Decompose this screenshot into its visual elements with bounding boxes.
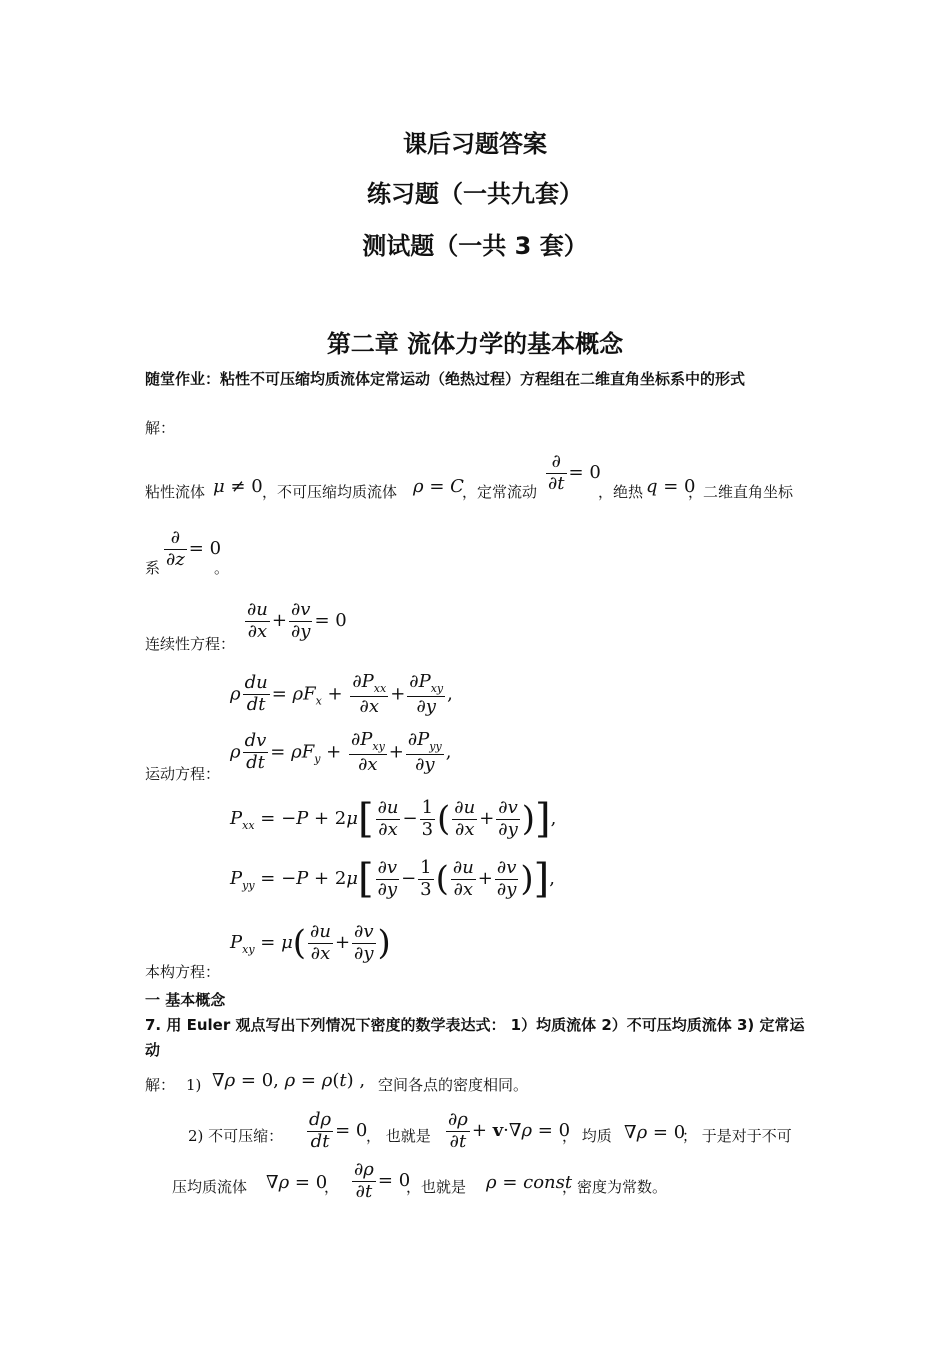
item1-text: 空间各点的密度相同。 bbox=[378, 1076, 529, 1094]
eq-drho-partial: $\frac{\partial\rho}{\partial t}$ = 0 bbox=[354, 1159, 411, 1202]
eq-rho-const-2: ρ = const bbox=[486, 1172, 573, 1193]
item2-mid2: ， 均质 bbox=[562, 1127, 612, 1145]
eq-rho-const: ρ = C bbox=[413, 476, 464, 497]
eq-pxy: $P_{xy} = \mu$( $\frac{\partial u}{\partial x}$ + $\frac{\partial v}{\partial y}$ ) bbox=[230, 921, 391, 964]
constitutive-label: 本构方程： bbox=[145, 963, 221, 981]
section-heading: 一 基本概念 bbox=[145, 991, 226, 1009]
eq-pyy: $P_{yy} = -P + 2\mu$[ $\frac{\partial v}{\partial y}$ − $\frac{1}{3}$ ( $\frac{\partial u}{\partial x}$ + $\frac{\partial v}{\partial y}$ )], bbox=[230, 856, 555, 903]
question-7: 7. 用 Euler 观点写出下列情况下密度的数学表达式： 1）均质流体 2）不可压均质流体 3) 定常运动 bbox=[145, 1016, 805, 1059]
item3-mid1: ， bbox=[324, 1178, 340, 1196]
item3-mid2: ，也就是 bbox=[406, 1178, 467, 1196]
chapter-title: 第二章 流体力学的基本概念 bbox=[326, 330, 624, 358]
doc-title: 课后习题答案 bbox=[403, 130, 547, 158]
item2-prefix: 2) 不可压缩： bbox=[188, 1127, 284, 1145]
answer-label: 解： bbox=[145, 419, 176, 437]
item2-mid1: ， 也就是 bbox=[366, 1127, 431, 1145]
eq-continuity: $\frac{\partial u}{\partial x}$ + $\frac{\partial v}{\partial y}$ = 0 bbox=[247, 599, 347, 642]
cond-end: 。 bbox=[214, 559, 230, 577]
eq-dz-zero: $\frac{\partial}{\partial z}$ = 0 bbox=[166, 527, 222, 570]
motion-label: 运动方程： bbox=[145, 765, 221, 783]
eq-q-zero: q = 0 bbox=[646, 476, 696, 497]
eq-mu-nonzero: μ ≠ 0 bbox=[213, 476, 263, 497]
doc-subtitle-tests: 测试题（一共 3 套） bbox=[362, 232, 588, 260]
cond-adiabatic-label: ，绝热 bbox=[598, 483, 644, 501]
doc-subtitle-exercises: 练习题（一共九套） bbox=[367, 180, 583, 208]
continuity-label: 连续性方程： bbox=[145, 635, 236, 653]
eq-homogeneous: ∇ρ = 0, ρ = ρ(t) , bbox=[212, 1070, 366, 1091]
item3-end: ，密度为常数。 bbox=[562, 1178, 668, 1196]
homework-question: 随堂作业：粘性不可压缩均质流体定常运动（绝热过程）方程组在二维直角坐标系中的形式 bbox=[145, 370, 746, 388]
item1-prefix: 1) bbox=[186, 1076, 202, 1094]
answer-label-2: 解： bbox=[145, 1076, 176, 1094]
eq-material-derivative: $\frac{\partial\rho}{\partial t}$ + v·∇ρ = 0 bbox=[448, 1109, 571, 1152]
cond-2d-label: ，二维直角坐标 bbox=[688, 483, 794, 501]
eq-grad-rho-zero-2: ∇ρ = 0 bbox=[266, 1172, 328, 1193]
cond-incompressible-label: ，不可压缩均质流体 bbox=[262, 483, 398, 501]
eq-motion-x: ρ $\frac{du}{dt}$ = $\rho F_x$ + $\frac{\partial P_{xx}}{\partial x}$ + $\frac{\partial P_{xy}}{\partial y}$ , bbox=[230, 671, 453, 717]
eq-grad-rho-zero: ∇ρ = 0 bbox=[624, 1122, 686, 1143]
cond-system-label: 系 bbox=[145, 559, 161, 577]
eq-pxx: $P_{xx} = -P + 2\mu$[ $\frac{\partial u}{\partial x}$ − $\frac{1}{3}$ ( $\frac{\partial u}{\partial x}$ + $\frac{\partial v}{\partial y}$ )], bbox=[230, 796, 557, 843]
eq-drho-dt: $\frac{d\rho}{dt}$ = 0 bbox=[309, 1109, 368, 1152]
item2-mid3: ； 于是对于不可 bbox=[682, 1127, 792, 1145]
item3-prefix: 压均质流体 bbox=[172, 1178, 248, 1196]
eq-steady: $\frac{\partial}{\partial t}$ = 0 bbox=[548, 451, 601, 494]
cond-viscous-label: 粘性流体 bbox=[145, 483, 206, 501]
cond-steady-label: ，定常流动 bbox=[462, 483, 538, 501]
eq-motion-y: ρ $\frac{dv}{dt}$ = $\rho F_y$ + $\frac{\partial P_{xy}}{\partial x}$ + $\frac{\partial P_{yy}}{\partial y}$ , bbox=[230, 729, 452, 775]
